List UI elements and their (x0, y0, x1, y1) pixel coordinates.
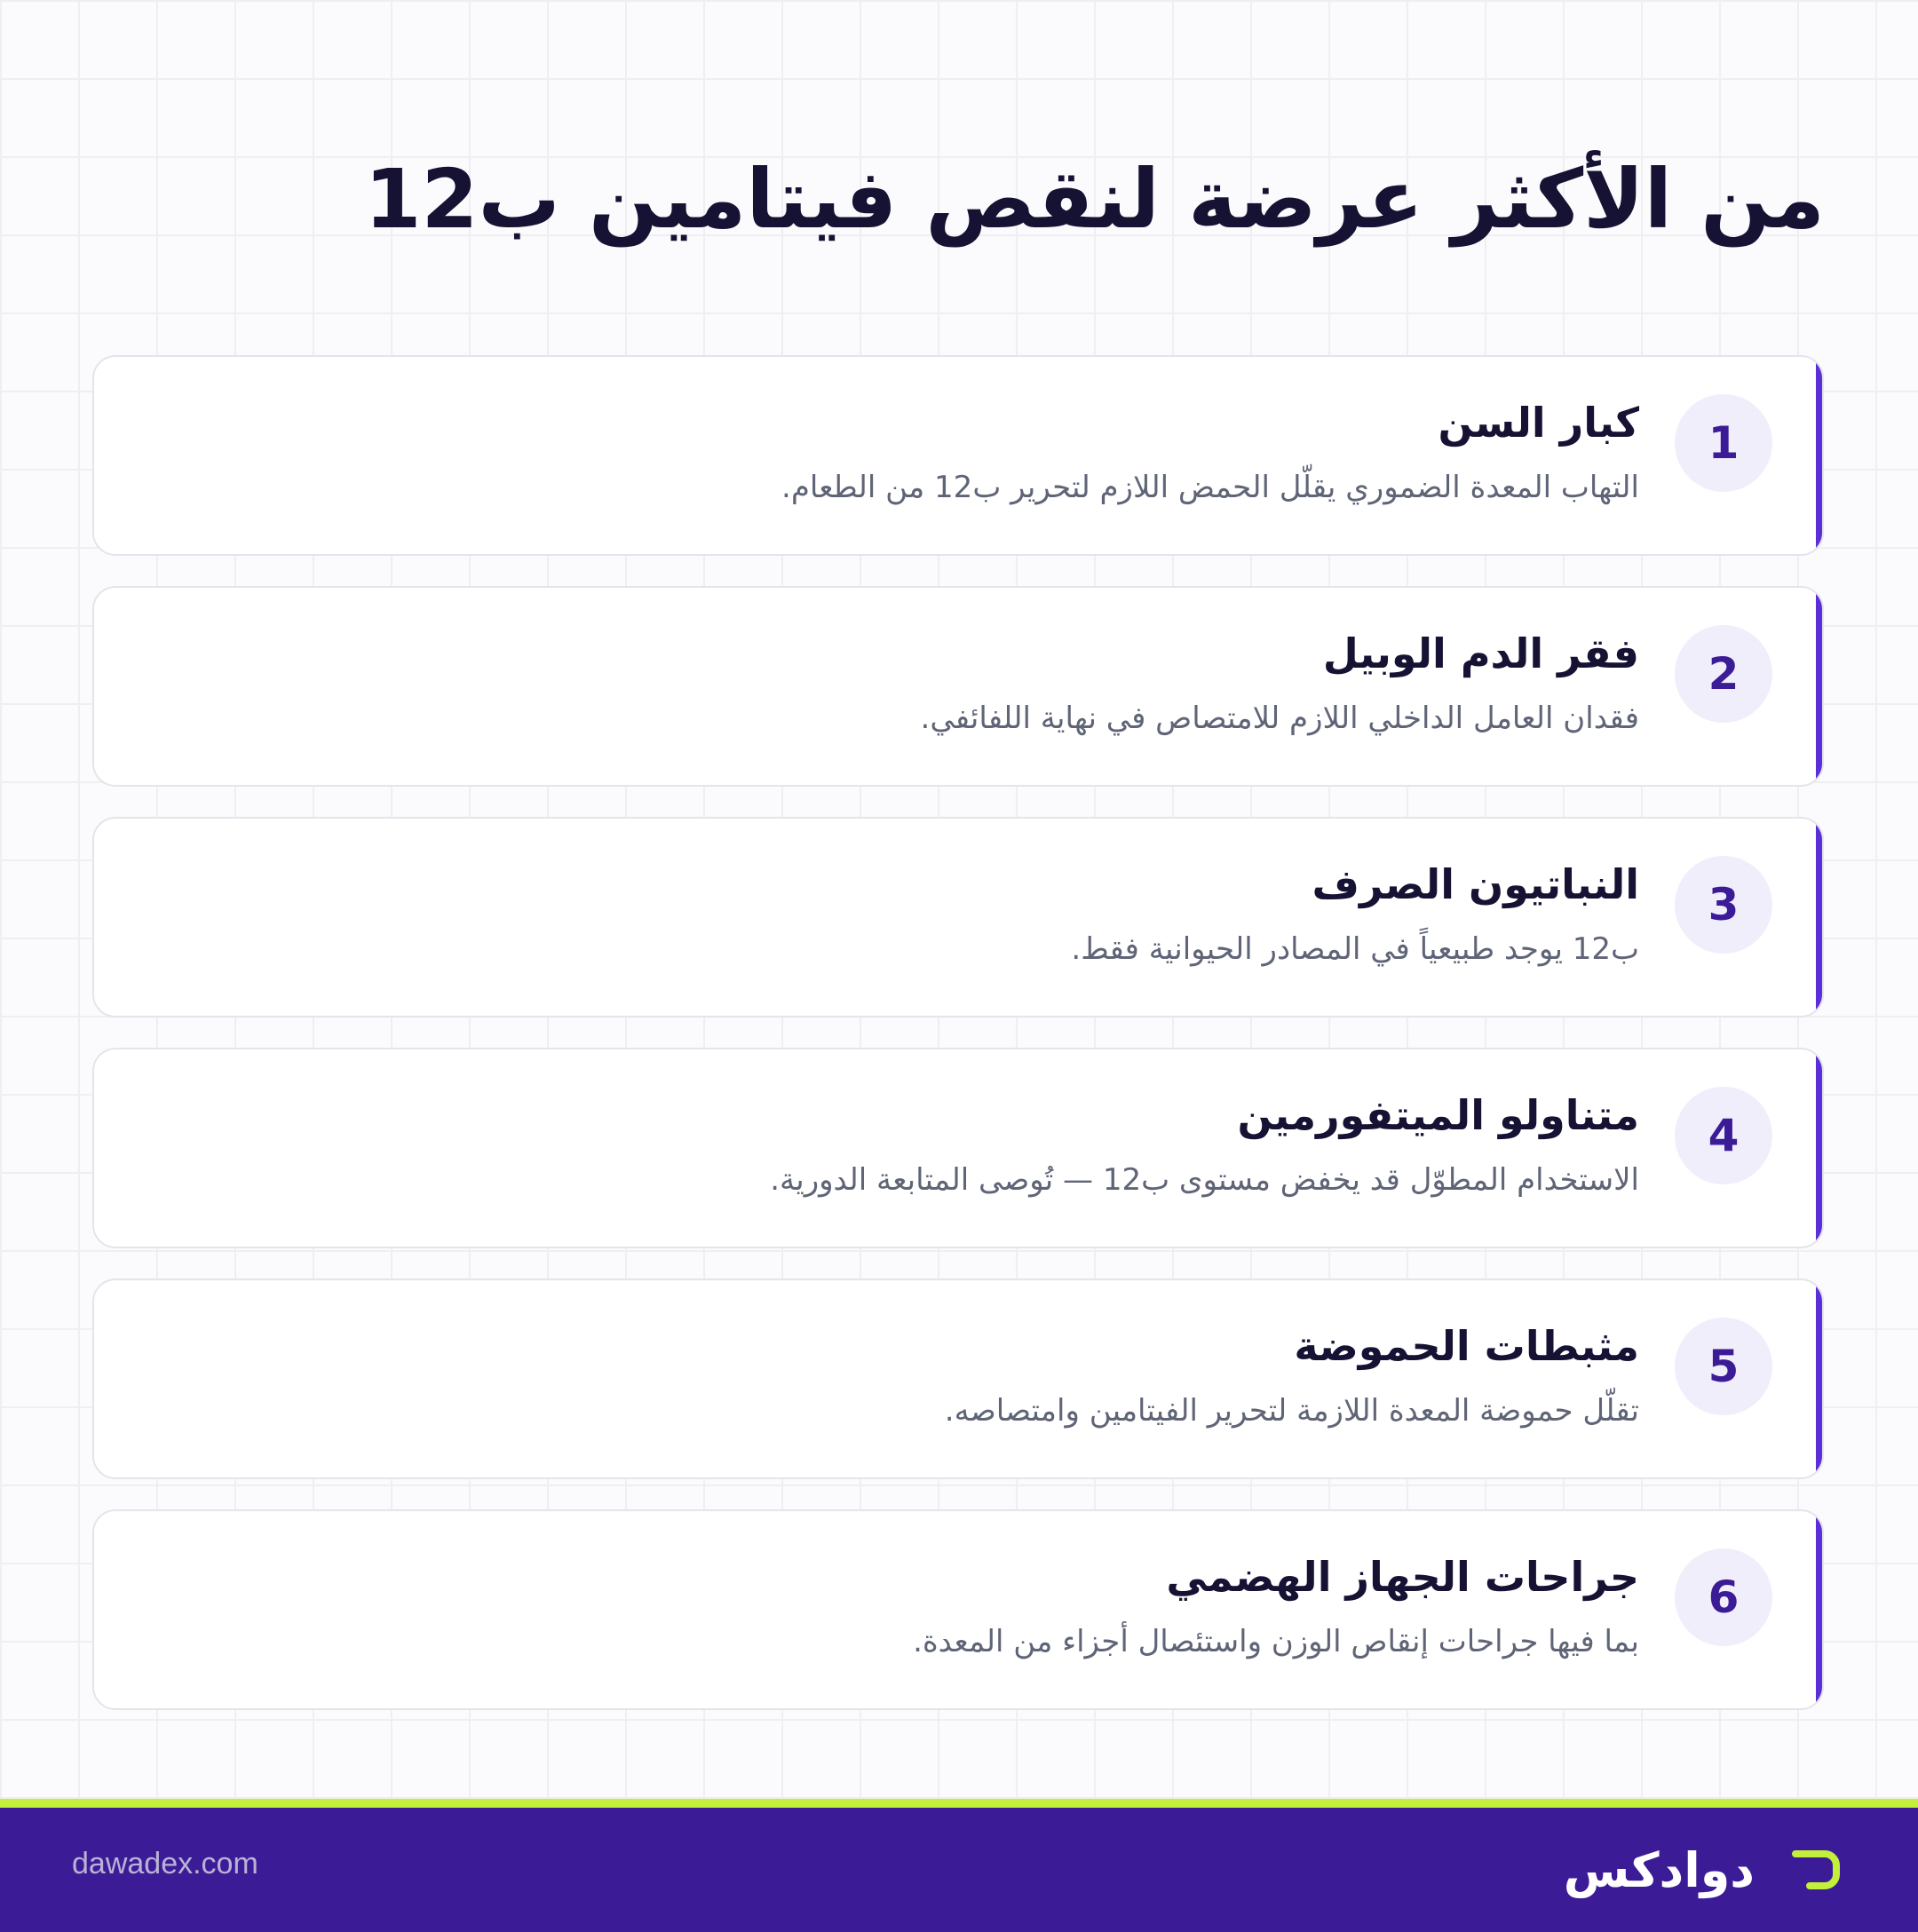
item-number-badge: 5 (1675, 1318, 1772, 1415)
item-title: النباتيون الصرف (1312, 860, 1639, 908)
item-number-badge: 2 (1675, 625, 1772, 723)
footer-bar (0, 1808, 1918, 1932)
risk-groups-list (92, 355, 1824, 1740)
item-title: كبار السن (1438, 399, 1639, 447)
list-item (92, 586, 1824, 787)
item-number-badge: 6 (1675, 1548, 1772, 1646)
list-item (92, 1509, 1824, 1710)
item-title: جراحات الجهاز الهضمي (1166, 1553, 1639, 1601)
item-title: مثبطات الحموضة (1294, 1322, 1639, 1370)
list-item (92, 1279, 1824, 1479)
item-description: ب12 يوجد طبيعياً في المصادر الحيوانية فقط. (1071, 931, 1639, 967)
item-description: فقدان العامل الداخلي اللازم للامتصاص في نهاية اللفائفي. (920, 701, 1639, 736)
item-description: تقلّل حموضة المعدة اللازمة لتحرير الفيتامين وامتصاصه. (944, 1393, 1639, 1429)
item-number-badge: 3 (1675, 856, 1772, 954)
item-description: بما فيها جراحات إنقاص الوزن واستئصال أجزاء من المعدة. (913, 1624, 1639, 1659)
dawadex-logo-icon (1790, 1848, 1842, 1892)
brand[interactable] (1564, 1833, 1842, 1907)
brand-name: دوادكس (1563, 1841, 1755, 1898)
item-description: التهاب المعدة الضموري يقلّل الحمض اللازم لتحرير ب12 من الطعام. (781, 470, 1639, 505)
footer-accent-line (0, 1799, 1918, 1808)
page-title: من الأكثر عرضة لنقص فيتامين ب12 (364, 152, 1825, 247)
item-number-badge: 1 (1675, 394, 1772, 492)
item-number-badge: 4 (1675, 1087, 1772, 1184)
item-title: متناولو الميتفورمين (1237, 1091, 1639, 1139)
list-item (92, 817, 1824, 1017)
item-title: فقر الدم الوبيل (1322, 629, 1639, 677)
list-item (92, 1048, 1824, 1248)
footer-url[interactable]: dawadex.com (72, 1847, 258, 1881)
list-item (92, 355, 1824, 556)
item-description: الاستخدام المطوّل قد يخفض مستوى ب12 — تُوصى المتابعة الدورية. (770, 1162, 1639, 1198)
